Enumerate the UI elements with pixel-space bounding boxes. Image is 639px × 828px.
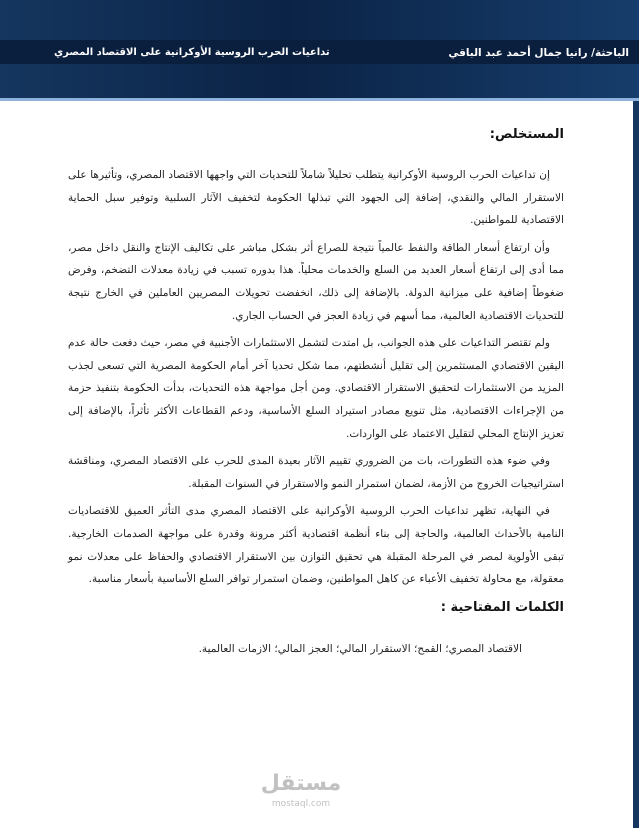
keywords-text: الاقتصاد المصري؛ القمح؛ الاستقرار المالي؛ العجز المالي؛ الازمات العالمية. — [198, 642, 522, 655]
watermark-url: mostaql.com — [271, 799, 331, 809]
abstract-paragraph: وفي ضوء هذه التطورات، بات من الضروري تقييم الآثار بعيدة المدى للحرب على الاقتصاد المصري، ومناقشة استراتيجيات الخروج من الأزمة، لضمان استمرار النمو والاستقرار في السنوات المقبلة. — [68, 455, 564, 490]
abstract-heading: المستخلص: — [489, 127, 564, 142]
header-title: تداعيات الحرب الروسية الأوكرانية على الاقتصاد المصري — [54, 47, 330, 58]
document-body — [68, 124, 564, 659]
page-header — [0, 0, 639, 98]
watermark-logo-text: مستقل — [260, 771, 342, 796]
abstract-paragraph: إن تداعيات الحرب الروسية الأوكرانية يتطلب تحليلاً شاملاً للتحديات التي واجهها الاقتصاد المصري، وتأثيرها على الاستقرار المالي والنقدي، إضافة إلى الجهود التي تبذلها الحكومة لتخفيف الآثار السلبية وتوفير سبل الحماية الاقتصادية للمواطنين. — [68, 169, 564, 227]
keywords-heading: الكلمات المفتاحية : — [440, 599, 564, 615]
abstract-paragraph: ولم تقتصر التداعيات على هذه الجوانب، بل امتدت لتشمل الاستثمارات الأجنبية في مصر، حيث دفعت حالة عدم اليقين الاقتصادي المستثمرين إلى تقليل أنشطتهم، مما شكل تحديا آخر أمام الحكومة المصرية التي تسعى لجذب المزيد من الاستثمارات لتحقيق الاستقرار الاقتصادي. ومن أجل مواجهة هذه التحديات، بدأت الحكومة بتنفيذ حزمة من الإجراءات الاقتصادية، مثل تنويع مصادر استيراد السلع الأساسية، ودعم القطاعات الأكثر تأثراً، بالإضافة إلى تعزيز الإنتاج المحلي لتقليل الاعتماد على الواردات. — [68, 337, 564, 440]
watermark-logo — [256, 770, 346, 820]
side-bar — [633, 101, 639, 828]
abstract-paragraph: في النهاية، تظهر تداعيات الحرب الروسية الأوكرانية على الاقتصاد المصري مدى التأثر العميق للاقتصاديات النامية بالأحداث العالمية، والحاجة إلى بناء أنظمة اقتصادية أكثر مرونة وقدرة على مواجهة الصدمات الخارجية. تبقى الأولوية لمصر في المرحلة المقبلة هي تحقيق التوازن بين الاستقرار الاقتصادي والحفاظ على معدلات نمو معقولة، مع محاولة تخفيف الأعباء عن كاهل المواطنين، وضمان استمرار توافر السلع الأساسية بأسعار مناسبة. — [68, 505, 564, 586]
abstract-paragraph: وأن ارتفاع أسعار الطاقة والنفط عالمياً نتيجة للصراع أثر بشكل مباشر على تكاليف الإنتاج والنقل داخل مصر، مما أدى إلى ارتفاع أسعار العديد من السلع والخدمات محلياً. هذا بدوره تسبب في زيادة معدلات التضخم، وفرض ضغوطاً إضافية على ميزانية الدولة. بالإضافة إلى ذلك، انخفضت تحويلات المصريين العاملين في الخارج نتيجة للتحديات الاقتصادية العالمية، مما أسهم في زيادة العجز في الحساب الجاري. — [68, 241, 564, 322]
header-author: الباحثة/ رانيا جمال أحمد عبد الباقي — [448, 47, 629, 59]
header-accent-line — [0, 98, 639, 101]
